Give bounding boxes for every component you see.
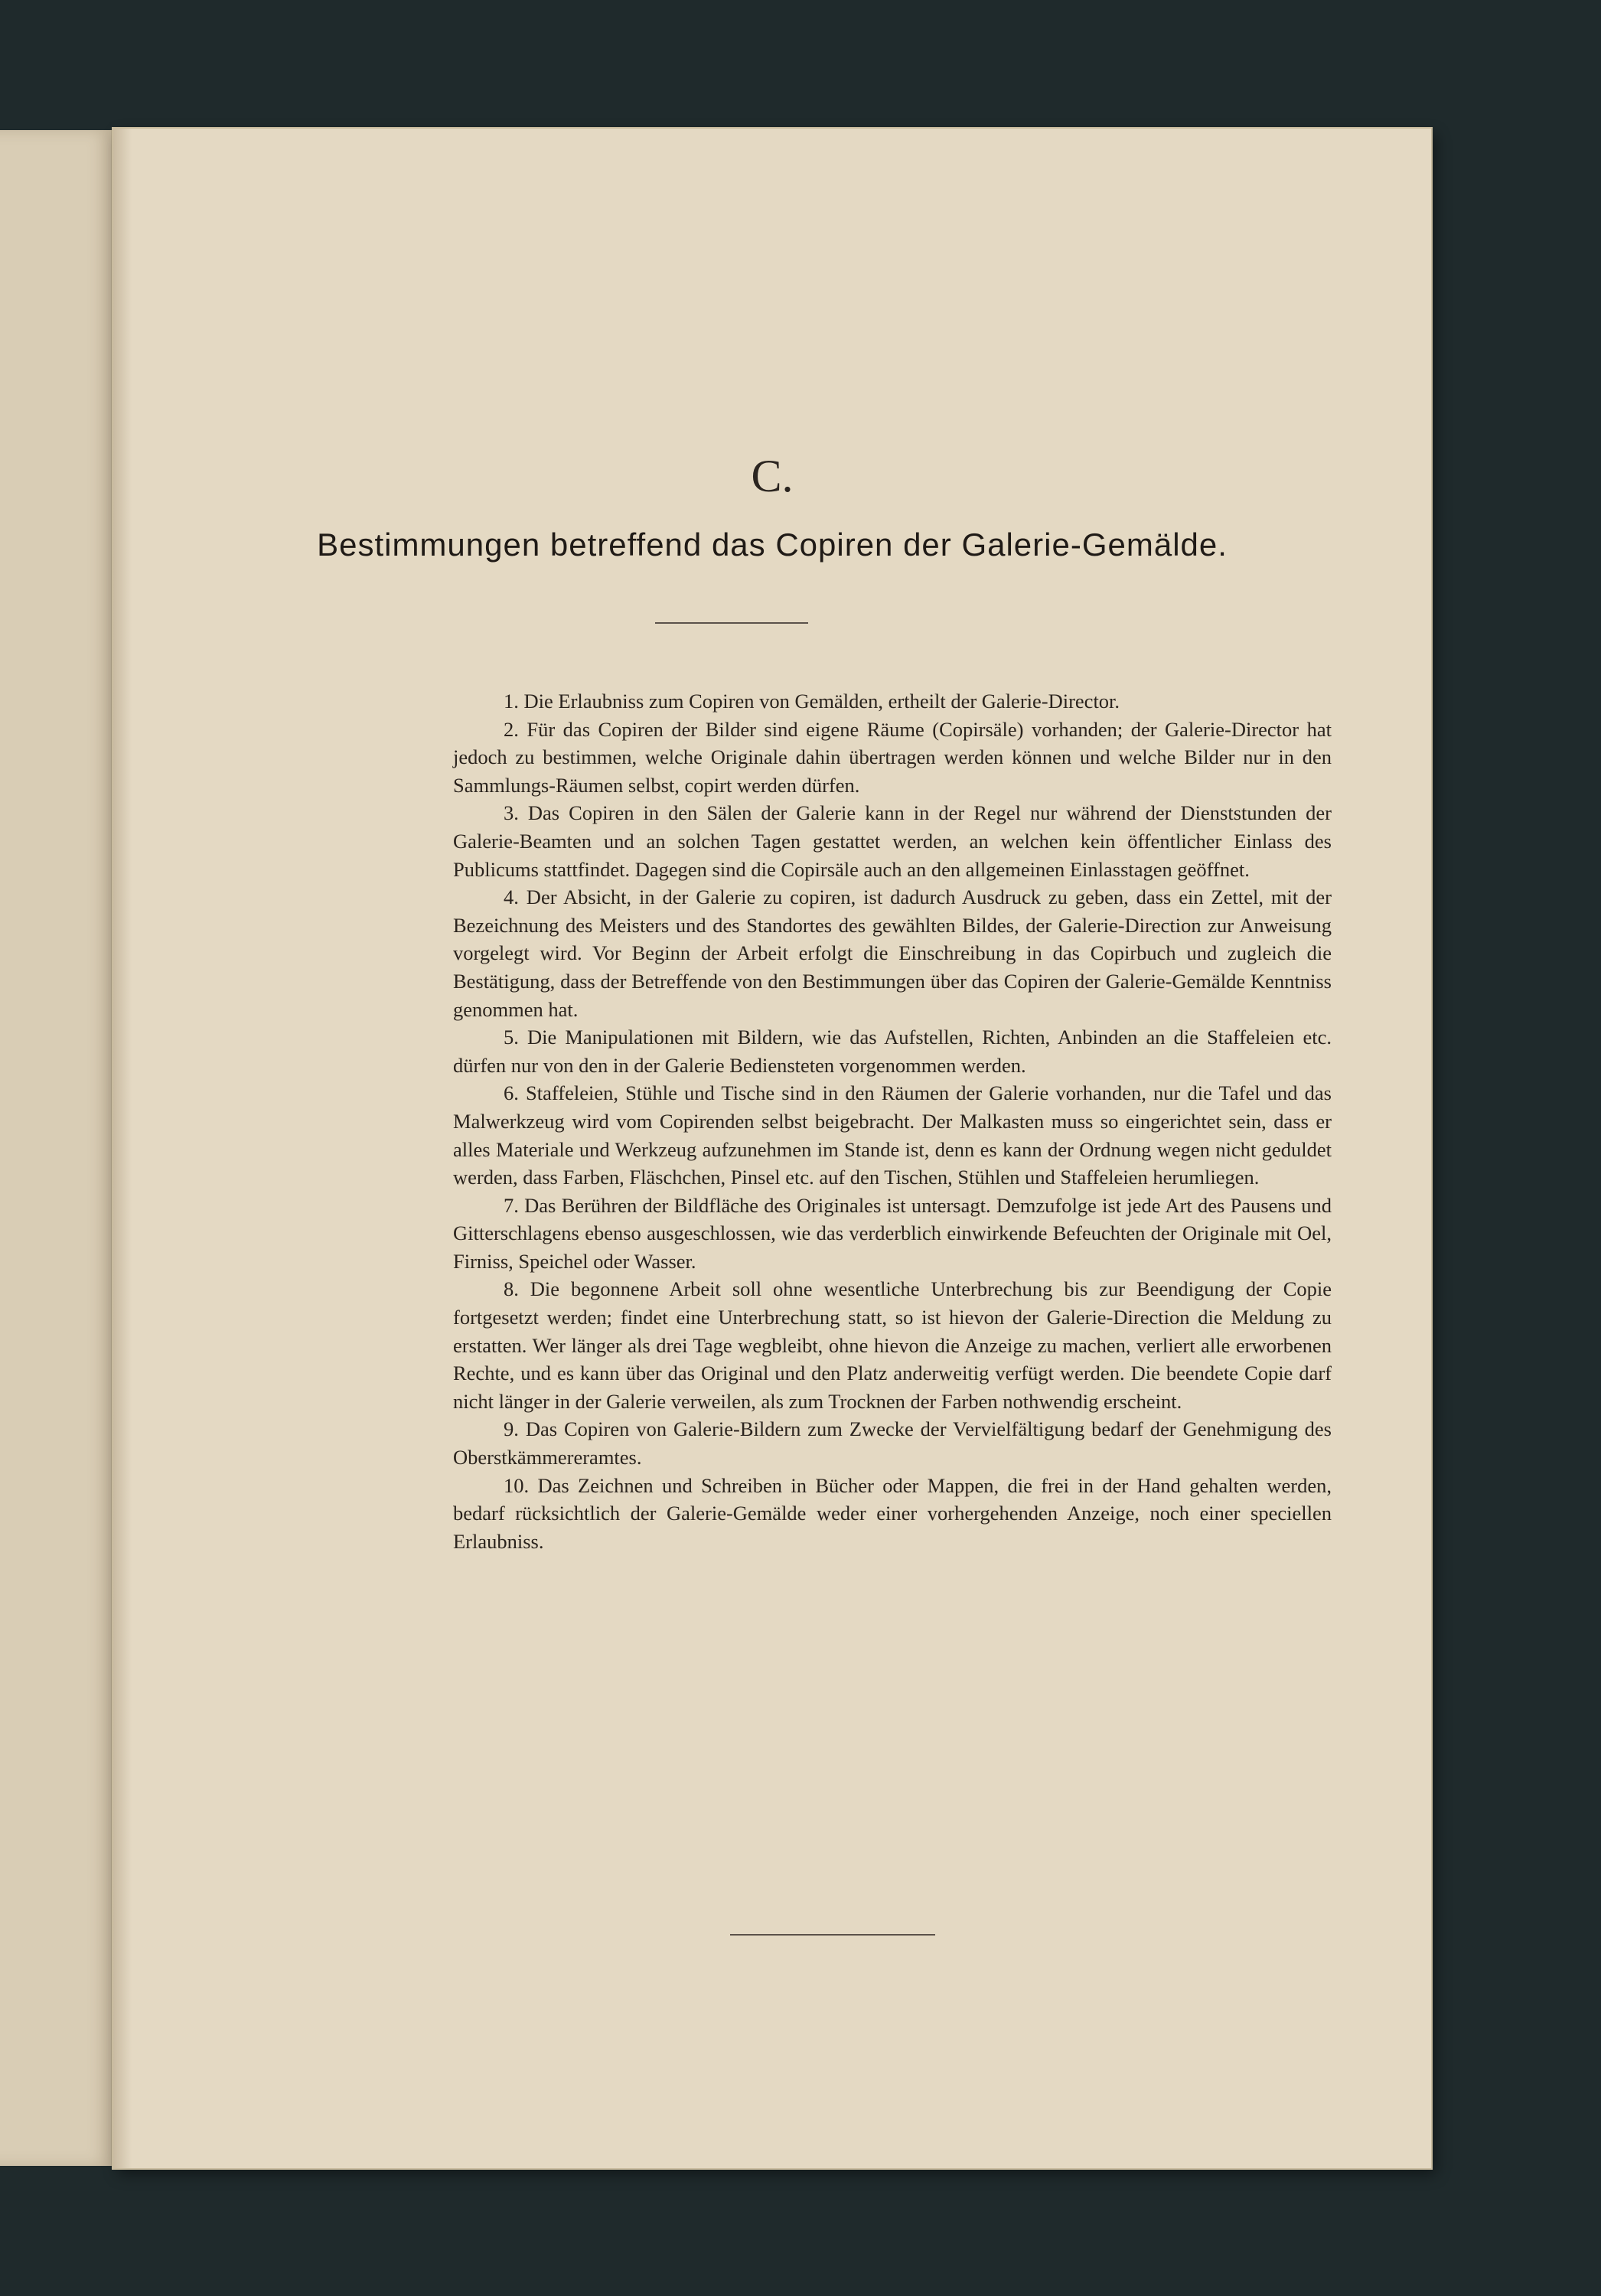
paragraph-4: 4. Der Absicht, in der Galerie zu copiren, ist dadurch Ausdruck zu geben, dass ein Zettel, mit der Bezeichnung des Meisters und des Standortes des gewählten Bildes, der Galerie-Direction zur Anweisung vorgelegt wird. Vor Beginn der Arbeit erfolgt die Einschreibung in das Copirbuch und zugleich die Bestätigung, dass der Betreffende von den Bestimmungen über das Copiren der Galerie-Gemälde Kenntniss genommen hat.	[453, 885, 1332, 1021]
title-divider	[655, 622, 808, 624]
end-divider	[730, 1934, 935, 1936]
paragraph-1: 1. Die Erlaubniss zum Copiren von Gemälden, ertheilt der Galerie-Director.	[504, 690, 1120, 713]
paragraph-2: 2. Für das Copiren der Bilder sind eigene Räume (Copirsäle) vorhanden; der Galerie-Director hat jedoch zu bestimmen, welche Originale dahin übertragen werden können und welche Bilder nur in den Sammlungs-Räumen selbst, copirt werden dürfen.	[453, 717, 1332, 797]
page-title: Bestimmungen betreffend das Copiren der Galerie-Gemälde.	[317, 527, 1228, 563]
paragraph-6: 6. Staffeleien, Stühle und Tische sind in den Räumen der Galerie vorhanden, nur die Tafel und das Malwerkzeug wird vom Copirenden selbst beigebracht. Der Malkasten muss so eingerichtet sein, dass er alles Materiale und Werkzeug aufzunehmen im Stande ist, denn es kann der Ordnung wegen nicht geduldet werden, dass Farben, Fläschchen, Pinsel etc. auf den Tischen, Stühlen und Staffeleien herumliegen.	[453, 1081, 1332, 1189]
document-page	[113, 129, 1431, 2168]
paragraph-8: 8. Die begonnene Arbeit soll ohne wesentliche Unterbrechung bis zur Beendigung der Copie fortgesetzt werden; findet eine Unterbrechung statt, so ist hievon der Galerie-Direction die Meldung zu erstatten. Wer länger als drei Tage wegbleibt, ohne hievon die Anzeige zu machen, verliert alle erworbenen Rechte, und es kann über das Original und den Platz anderweitig verfügt werden. Die beendete Copie darf nicht länger in der Galerie verweilen, als zum Trocknen der Farben nothwendig erscheint.	[453, 1277, 1332, 1413]
paragraph-5: 5. Die Manipulationen mit Bildern, wie das Aufstellen, Richten, Anbinden an die Staffeleien etc. dürfen nur von den in der Galerie Bediensteten vorgenommen werden.	[453, 1026, 1332, 1077]
regulations-text	[453, 687, 1332, 1555]
section-letter: C.	[751, 451, 794, 501]
paragraph-9: 9. Das Copiren von Galerie-Bildern zum Zwecke der Vervielfältigung bedarf der Genehmigung des Oberstkämmereramtes.	[453, 1417, 1332, 1469]
facing-page-edge	[0, 130, 113, 2166]
paragraph-10: 10. Das Zeichnen und Schreiben in Bücher oder Mappen, die frei in der Hand gehalten werden, bedarf rücksichtlich der Galerie-Gemälde weder einer vorhergehenden Anzeige, noch einer speciellen Erlaubniss.	[453, 1473, 1332, 1553]
paragraph-3: 3. Das Copiren in den Sälen der Galerie kann in der Regel nur während der Dienststunden der Galerie-Beamten und an solchen Tagen gestattet werden, an welchen kein öffentlicher Einlass des Publicums stattfindet. Dagegen sind die Copirsäle auch an den allgemeinen Einlasstagen geöffnet.	[453, 801, 1332, 881]
paragraph-7: 7. Das Berühren der Bildfläche des Originales ist untersagt. Demzufolge ist jede Art des Pausens und Gitterschlagens ebenso ausgeschlossen, wie das verderblich einwirkende Befeuchten der Originale mit Oel, Firniss, Speichel oder Wasser.	[453, 1193, 1332, 1273]
